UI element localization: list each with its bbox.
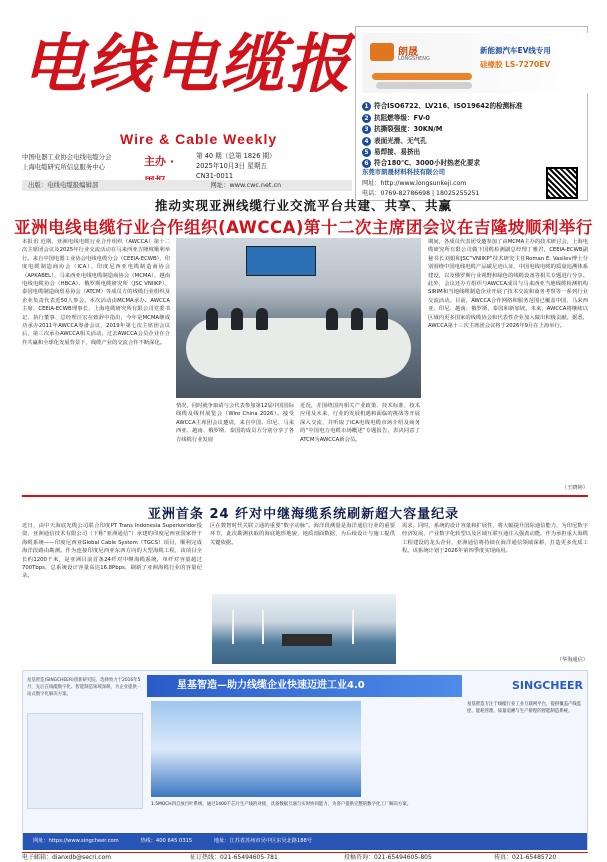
brand-logo-icon [370, 43, 394, 61]
person-icon [326, 308, 338, 330]
list-item: 2 抗阻燃等级：FV-0 [362, 113, 522, 125]
publisher-label: 出版：电线电缆报编辑部 [28, 181, 99, 189]
ad-bottom-intro: 星基智造(SINGCHEER)创新研究院，选择致力于2016年5月，先后在线缆数字化、智能制造领域深耕，为企业提供一站式数字化解决方案。 [27, 678, 142, 697]
qr-code-icon[interactable] [546, 167, 578, 199]
sea-photo [212, 594, 396, 664]
ad-bottom-footer [23, 833, 587, 850]
person-icon [351, 308, 363, 330]
ad-slogan-2: 硅橡胶 LS-7270EV [480, 60, 551, 69]
ad-bottom-title: 星基智造—助力线缆企业快速迈进工业4.0 [147, 675, 462, 697]
person-icon [256, 308, 268, 330]
list-item: 5 易焊接、易挤出 [362, 147, 522, 159]
meeting-photo [176, 238, 421, 398]
article2-col2: 区在数智时代关联立通的重要“数字动脉”。海洋段测量是海洋通信行业的重要环节，此次勘测获取的海底地形地貌、地质剖面数据，为后续设计与施工提供关键依据。 [210, 523, 395, 546]
headline-sub: 推动实现亚洲线缆行业交流平台共建、共享、共赢 [154, 198, 452, 213]
footer-submit: 投稿咨询：021-65494605-805 [344, 854, 432, 861]
list-item: 4 表面光滑、无气孔 [362, 136, 522, 148]
ad-brand-en: LONGSHENG [398, 56, 430, 62]
ad-feature-list [362, 101, 522, 159]
issue-number: 第 40 期（总第 1826 期） [196, 152, 276, 160]
host-label: 主办 · [144, 155, 175, 168]
article2-col3: 需求。同时，系统的设计容量和扩展性，将大幅提升国际通信能力，为印尼数字经济发展、产业数字化转型以及区域互联互通注入强劲动能。作为承担重大海缆工程建设的龙头企业，亚洲通信将持续在海洋通信领域深耕，打造更多优质工程。该系统计划于2026年第四季度实现商用。 [402, 523, 588, 555]
ad-bottom-mid: 1.5MOCH四自放百叶系统，通过1400千芯片生产线的对接，具备数据互通与实时协同能力，为客户提供完整的数字化工厂解决方案。 [151, 802, 412, 807]
ad-address: 地址：江苏省苏州市吴中区东吴北路188号 [213, 838, 312, 844]
article2-headline: 亚洲首条 24 纤对中继海缆系统刷新超大容量纪录 [147, 507, 460, 522]
list-item: 3 抗撕裂强度：30KN/M [362, 124, 522, 136]
website-link[interactable]: 网址：www.cwc.net.cn [210, 181, 282, 189]
ad-website[interactable]: 网址：https://www.singcheer.com [33, 838, 119, 844]
list-item: 6 符合180℃、3000小时热老化要求 [362, 157, 480, 168]
cn-number: CN31-0011 [196, 172, 234, 180]
ad-phone: 热线：400 645 0315 [140, 838, 193, 844]
article2-source: （华海通信） [556, 657, 588, 663]
page-footer [22, 852, 588, 861]
ad-bottom-right: 星基智造专注于线缆行业工业互联网平台，提供覆盖产线监控、能耗管理、质量追溯与生产排程的智能制造系统。 [467, 702, 582, 714]
ad-brand: 朗晟 [398, 47, 418, 58]
footer-subscribe: 征订热线：021-65494605-781 [190, 854, 278, 861]
masthead-subtitle: Wire & Cable Weekly [120, 131, 278, 147]
wind-turbine-icon [232, 610, 234, 644]
article1-col2: 情况，同时就争取请与会代表参加第12届中国国际线缆及线材展览会（Wire China 2026）。接受AWCCA主席团会议邀请，来自中国、印尼、马来西亚、越南、俄罗斯、泰国的成员方分别分享了各方线缆行业发展 [176, 403, 294, 443]
ad-top-header [362, 33, 588, 93]
list-item: 1 符合ISO6722、LV216、ISO19642的检测标准 [362, 101, 522, 113]
article1-col3: 近况，并围绕国内相关产业政策、技术标准、技术应用及未来、行业的发展机遇和面临的挑战等开展深入交流，并听取了ICA电线电缆市场介绍及商务的“中国电力电缆市场概述”专题报告，表决同意了ATCM为AWCCA新会员。 [300, 403, 420, 443]
projector-screen-icon [246, 246, 316, 276]
article1-col1: 本报讯 近期，亚洲电线电缆行业合作组织（AWCCA）第十二次主席团会议及2025年行业交流活动在马来西亚吉隆坡顺利举行。来自中国电器工业协会电线电缆分会（CEEIA-ECWB）、印度电缆制造商协会（ICA）、印度尼西亚电缆制造商协会（APKABEL）、马来西亚电线电缆制造商协会（MCMA）、越南电线电缆协会（HBCA）、俄罗斯电缆研究所（JSC VNIIKP）、泰国电缆制造商贸易协会（ATCM）等成员方的线缆行业组织及企业负责代表近50人参会。本次活动由MCMA承办。AWCCA主席、CEEIA-ECWB理事长、上海电缆研究所有限公司党委书记、执行董事、总经理汪宏在致辞中指出，今年是MCMA继成功承办2011年AWCCA筹备会议、2019年第七次主席团会议后，第三次承办AWCCA相关活动。过去AWCCA会员企业在合作共赢和全球化发展背景下，线缆产业的交流合作不断深化。 [22, 239, 170, 346]
ad-company: 东莞市朗晟材料科技有限公司 [362, 168, 446, 176]
article2-col1: 近日，由中天海底光缆公司联合印度PT Trans Indonesia Superkoridor投资，亚洲通信技术有限公司（下称“亚洲通信”）承建的印度尼西亚国家骨干海缆系统——印度尼西亚Global Cable System（TGCS）项目，顺利完成海洋段路由勘测。作为连接印度尼西亚东西方向的大型海缆工程，该项目全长约1200千米，是亚洲目前首条24纤对中继海缆系统，单纤对容量超过700Tbps，总系统设计容量高达16.8Pbps，刷新了亚洲海缆行业的容量纪录。 [22, 523, 202, 580]
ad-slogan-1: 新能源汽车EV线专用 [480, 46, 551, 55]
org-line-2: 上海电缆研究所信息服务中心 [22, 163, 106, 171]
cable-image-icon [372, 73, 472, 80]
person-icon [376, 308, 388, 330]
wind-turbine-icon [352, 610, 354, 644]
section-divider [22, 495, 588, 497]
masthead-title: 电线电缆报 [22, 27, 352, 102]
ad-top[interactable] [355, 26, 588, 201]
headline-main: 亚洲电线电缆行业合作组织(AWCCA)第十二次主席团会议在吉隆坡顺利举行 [14, 218, 593, 237]
ad-phone: 电话：0769-82786698 | 18025255251 [362, 190, 480, 197]
issue-date: 2025年10月3日 星期五 [196, 162, 268, 170]
wind-turbine-icon [262, 610, 264, 644]
footer-email[interactable]: 电子邮箱：dianxdb@secri.com [22, 854, 112, 861]
footer-fax: 传真：021-65485720 [494, 854, 557, 861]
article1-col4: 期间，各成员代表团受邀参加了由MCMA主办的技术研讨会，上海电缆研究所有限公司做下国缆检测副总经理丁雅君，CEEIA-ECWB副秘书长刘娟和JSC“VNIIKP”技术研究主任Roman E. Vasilev博士分别围绕中国电线电缆产品碳足迹认证、中国电线电缆的质量追溯体系建设，以及俄罗斯行业视野和绿色的线缆设备等相关专题进行分享。此外，会议还办方组织与AWCCA成员与马来西亚当地线缆检测机构SIRIM和当地线缆制造企业开展了技术交流和商务考察等一系列行业交流活动。目前，AWCCA合作网络和服务范围已覆盖中国、马来西亚、印尼、越南、俄罗斯、泰国和新加坡。未来，AWCCA将继续以区域内更多国家的线缆协会和代表性企业加入做出积极贡献。据悉，AWCCA第十三次主席团会议将于2026年9月在上海举行。 [428, 239, 588, 330]
ad-bottom[interactable] [22, 670, 588, 850]
masthead-orgs [22, 152, 111, 172]
person-icon [231, 308, 243, 330]
person-icon [206, 308, 218, 330]
article1-author: （王晓婷） [562, 485, 588, 491]
platform-diagram [27, 713, 143, 809]
org-line-1: 中国电器工业协会电线电缆分会 [22, 153, 112, 161]
singcheer-logo: SINGCHEER [511, 679, 583, 692]
cable-image-icon [376, 82, 472, 89]
masthead-issue [196, 151, 276, 181]
cable-ship-icon [282, 634, 332, 646]
ad-website[interactable]: 网址：http://www.longsunkeji.com [362, 180, 467, 187]
factory-image [151, 701, 361, 797]
publisher-bar [22, 180, 352, 191]
